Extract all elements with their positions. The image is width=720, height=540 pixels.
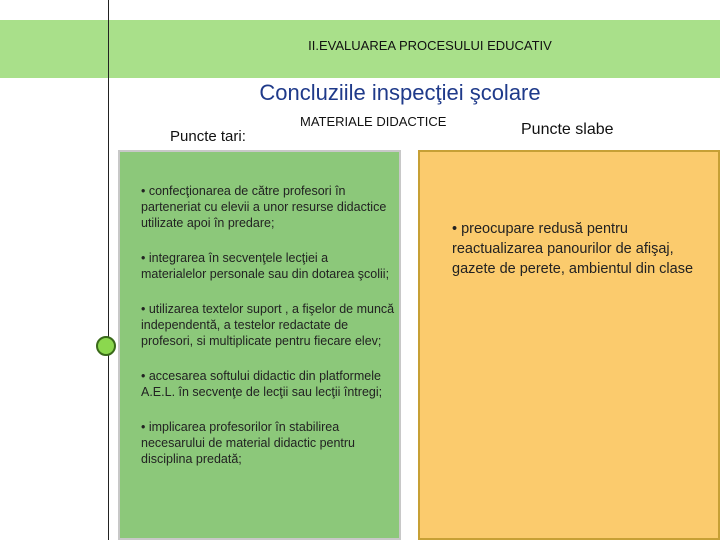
header-title: II.EVALUAREA PROCESULUI EDUCATIV: [308, 38, 552, 53]
list-item: • integrarea în secvenţele lecţiei a materialelor personale sau din dotarea şcolii;: [141, 251, 390, 281]
materials-label: MATERIALE DIDACTICE: [300, 114, 447, 129]
list-item: • accesarea softului didactic din platformele A.E.L. în secvenţe de lecţii sau lecţii întregi;: [141, 369, 383, 399]
strengths-list: [141, 183, 396, 486]
weaknesses-list: [452, 219, 712, 279]
list-item: • confecţionarea de către profesori în parteneriat cu elevii a unor resurse didactice utilizate apoi în predare;: [141, 184, 387, 230]
weaknesses-box: [418, 150, 720, 540]
green-circle-marker: [96, 336, 116, 356]
list-item: • preocupare redusă pentru reactualizarea panourilor de afişaj, gazete de perete, ambientul din clase: [452, 221, 694, 277]
list-item: • implicarea profesorilor în stabilirea necesarului de material didactic pentru disciplina predată;: [141, 420, 356, 466]
list-item: • utilizarea textelor suport , a fişelor de muncă independentă, a testelor redactate de profesori, si multiplicate pentru fiecare elev;: [141, 302, 395, 348]
page-title: Concluziile inspecţiei şcolare: [259, 80, 541, 105]
weaknesses-label: Puncte slabe: [521, 121, 614, 138]
strengths-label: Puncte tari:: [170, 128, 246, 145]
